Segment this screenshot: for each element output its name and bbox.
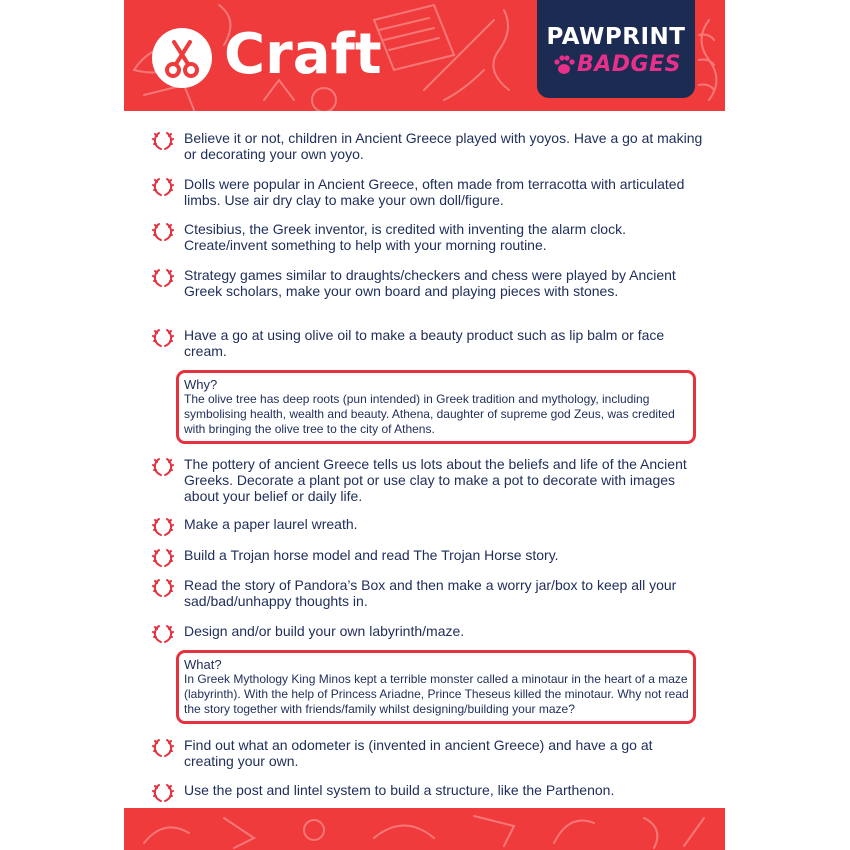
laurel-wreath-icon	[152, 623, 174, 645]
list-item-text: Strategy games similar to draughts/checkers and chess were played by Ancient Greek scholars, make your own board and playing pieces with stones.	[184, 267, 676, 299]
laurel-wreath-icon	[152, 176, 174, 198]
list-item-text: Find out what an odometer is (invented in ancient Greece) and have a go at creating your own.	[184, 737, 653, 769]
list-item-text: The pottery of ancient Greece tells us lots about the beliefs and life of the Ancient Greeks. Decorate a plant pot or use clay to make a pot to decorate with images about your belief or daily life.	[184, 456, 687, 504]
list-item-text: Believe it or not, children in Ancient Greece played with yoyos. Have a go at making or decorating your own yoyo.	[184, 130, 703, 162]
logo-wordmark-top: PAWPRINT	[546, 24, 686, 50]
what-box-text: In Greek Mythology King Minos kept a terrible monster called a minotaur in the heart of a maze (labyrinth). With the help of Princess Ariadne, Prince Theseus killed the minotaur. Why not read the story together with friends/family whilst designing/building your maze?	[184, 672, 689, 716]
scissors-icon	[152, 28, 212, 88]
pawprint-badges-logo	[537, 0, 695, 98]
laurel-wreath-icon	[152, 130, 174, 152]
footer-doodle-pattern	[124, 808, 725, 850]
list-item-text: Build a Trojan horse model and read The Trojan Horse story.	[184, 547, 559, 563]
why-box	[176, 370, 696, 444]
laurel-wreath-icon	[152, 516, 174, 538]
list-item-text: Make a paper laurel wreath.	[184, 516, 358, 532]
header-banner	[124, 0, 725, 111]
what-box	[176, 650, 696, 724]
list-item-text: Use the post and lintel system to build a structure, like the Parthenon.	[184, 782, 615, 798]
laurel-wreath-icon	[152, 547, 174, 569]
scissors-badge	[152, 28, 212, 88]
laurel-wreath-icon	[152, 267, 174, 289]
craft-page	[124, 0, 725, 850]
page-title: Craft	[224, 22, 382, 87]
laurel-wreath-icon	[152, 221, 174, 243]
logo-wordmark-bottom: BADGES	[577, 52, 681, 77]
list-item-text: Ctesibius, the Greek inventor, is credited with inventing the alarm clock. Create/invent something to help with your morning routine.	[184, 221, 626, 253]
paw-icon	[553, 54, 575, 76]
laurel-wreath-icon	[152, 456, 174, 478]
why-box-text: The olive tree has deep roots (pun intended) in Greek tradition and mythology, including symbolising health, wealth and beauty. Athena, daughter of supreme god Zeus, was credited with bringing the olive tree to the city of Athens.	[184, 392, 675, 436]
list-item-text: Read the story of Pandora’s Box and then make a worry jar/box to keep all your sad/bad/unhappy thoughts in.	[184, 577, 677, 609]
laurel-wreath-icon	[152, 327, 174, 349]
what-box-title: What?	[184, 657, 222, 672]
list-item-text: Dolls were popular in Ancient Greece, often made from terracotta with articulated limbs. Use air dry clay to make your own doll/figure.	[184, 176, 685, 208]
list-item-text: Have a go at using olive oil to make a beauty product such as lip balm or face cream.	[184, 327, 665, 359]
footer-banner	[124, 808, 725, 850]
why-box-title: Why?	[184, 377, 218, 392]
laurel-wreath-icon	[152, 737, 174, 759]
laurel-wreath-icon	[152, 782, 174, 804]
list-item-text: Design and/or build your own labyrinth/maze.	[184, 623, 465, 639]
laurel-wreath-icon	[152, 577, 174, 599]
